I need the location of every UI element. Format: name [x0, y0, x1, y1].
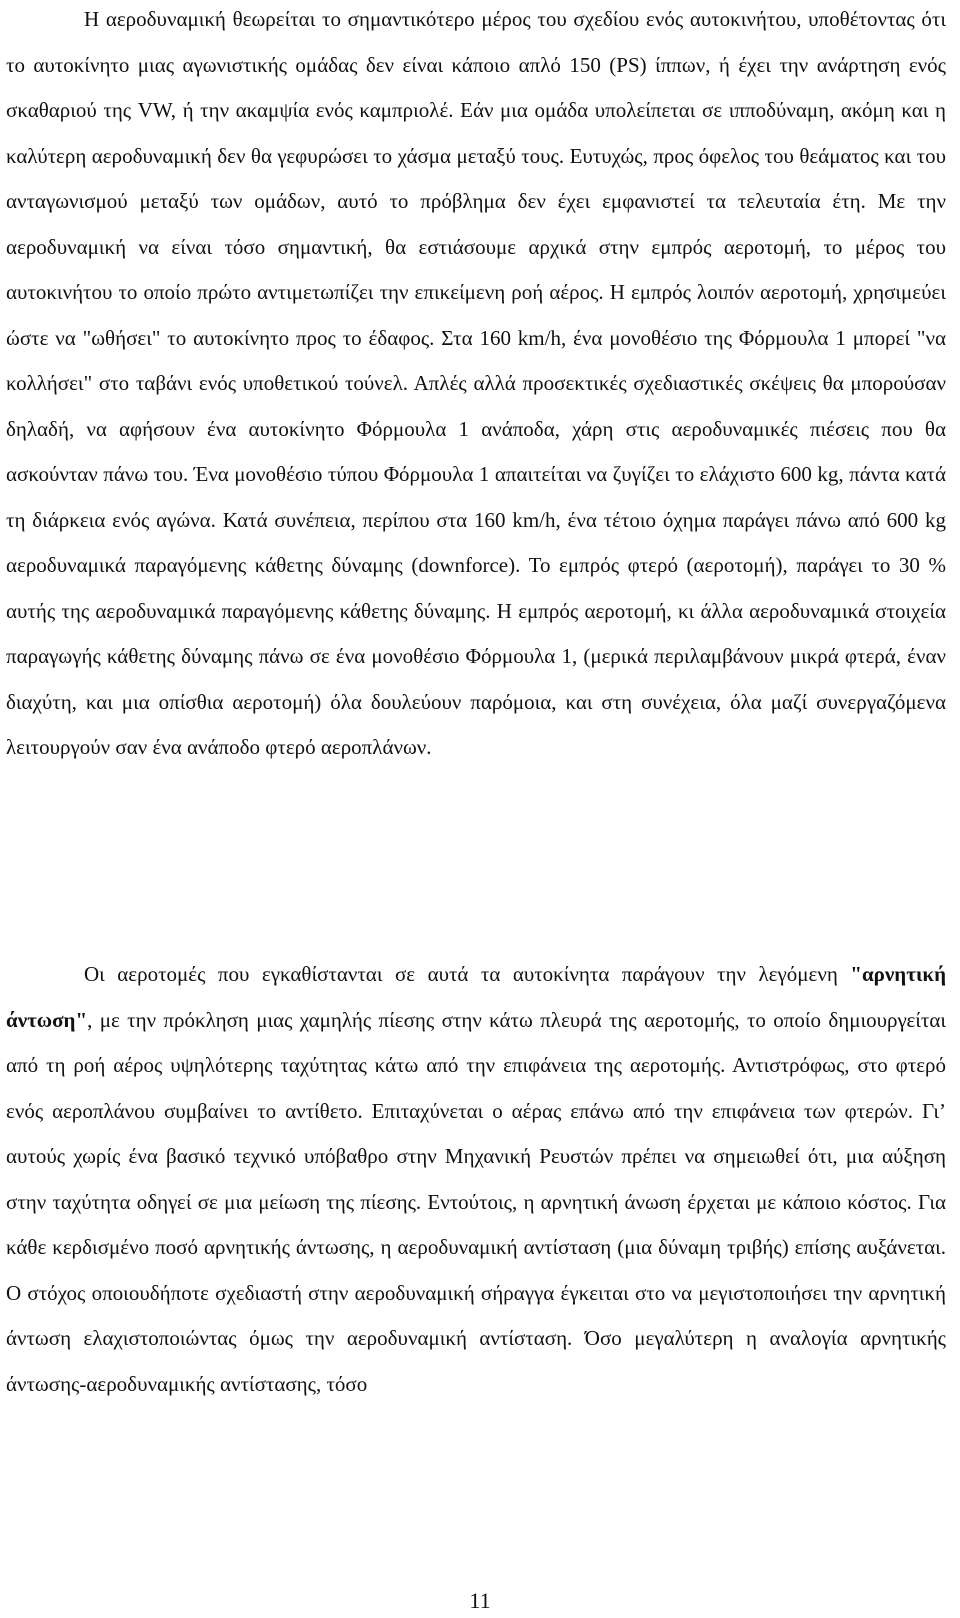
body-text-section-2	[6, 952, 946, 1407]
page-number: 11	[469, 1588, 491, 1613]
paragraph-aerodynamics-front-wing: Η αεροδυναμική θεωρείται το σημαντικότερο μέρος του σχεδίου ενός αυτοκινήτου, υποθέτοντας ότι το αυτοκίνητο μιας αγωνιστικής ομάδας δεν είναι κάποιο απλό 150 (PS) ίππων, ή έχει την ανάρτηση ενός σκαθαριού της VW, ή την ακαμψία ενός καμπριολέ. Εάν μια ομάδα υπολείπεται σε ιπποδύναμη, ακόμη και η καλύτερη αεροδυναμική δεν θα γεφυρώσει το χάσμα μεταξύ τους. Ευτυχώς, προς όφελος του θεάματος και του ανταγωνισμού μεταξύ των ομάδων, αυτό το πρόβλημα δεν έχει εμφανιστεί τα τελευταία έτη. Με την αεροδυναμική να είναι τόσο σημαντική, θα εστιάσουμε αρχικά στην εμπρός αεροτομή, το μέρος του αυτοκινήτου το οποίο πρώτο αντιμετωπίζει την επικείμενη ροή αέρος. Η εμπρός λοιπόν αεροτομή, χρησιμεύει ώστε να "ωθήσει" το αυτοκίνητο προς το έδαφος. Στα 160 km/h, ένα μονοθέσιο της Φόρμουλα 1 μπορεί "να κολλήσει" στο ταβάνι ενός υποθετικού τούνελ. Απλές αλλά προσεκτικές σχεδιαστικές σκέψεις θα μπορούσαν δηλαδή, να αφήσουν ένα αυτοκίνητο Φόρμουλα 1 ανάποδα, χάρη στις αεροδυναμικές πιέσεις που θα ασκούνταν πάνω του. Ένα μονοθέσιο τύπου Φόρμουλα 1 απαιτείται να ζυγίζει το ελάχιστο 600 kg, πάντα κατά τη διάρκεια ενός αγώνα. Κατά συνέπεια, περίπου στα 160 km/h, ένα τέτοιο όχημα παράγει πάνω από 600 kg αεροδυναμικά παραγόμενης κάθετης δύναμης (downforce). Το εμπρός φτερό (αεροτομή), παράγει το 30 % αυτής της αεροδυναμικά παραγόμενης κάθετης δύναμης. Η εμπρός αεροτομή, κι άλλα αεροδυναμικά στοιχεία παραγωγής κάθετης δύναμης πάνω σε ένα μονοθέσιο Φόρμουλα 1, (μερικά περιλαμβάνουν μικρά φτερά, έναν διαχύτη, και μια οπίσθια αεροτομή) όλα δουλεύουν παρόμοια, και στη συνέχεια, όλα μαζί συνεργαζόμενα λειτουργούν σαν ένα ανάποδο φτερό αεροπλάνων.	[6, 7, 946, 759]
negative-lift-term: "αρνητική άντωση"	[6, 962, 946, 1032]
body-text-section-1	[6, 0, 946, 771]
paragraph-negative-lift	[6, 952, 946, 1407]
paragraph-negative-lift-intro: Οι αεροτομές που εγκαθίστανται σε αυτά τα αυτοκίνητα παράγουν την λεγόμενη	[84, 962, 851, 986]
paragraph-negative-lift-body: , με την πρόκληση μιας χαμηλής πίεσης στην κάτω πλευρά της αεροτομής, το οποίο δημιουργείται από τη ροή αέρος υψηλότερης ταχύτητας κάτω από την επιφάνεια της αεροτομής. Αντιστρόφως, στο φτερό ενός αεροπλάνου συμβαίνει το αντίθετο. Επιταχύνεται ο αέρας επάνω από την επιφάνεια των φτερών. Γι’ αυτούς χωρίς ένα βασικό τεχνικό υπόβαθρο στην Μηχανική Ρευστών πρέπει να σημειωθεί ότι, μια αύξηση στην ταχύτητα οδηγεί σε μια μείωση της πίεσης. Εντούτοις, η αρνητική άνωση έρχεται με κάποιο κόστος. Για κάθε κερδισμένο ποσό αρνητικής άντωσης, η αεροδυναμική αντίσταση (μια δύναμη τριβής) επίσης αυξάνεται. Ο στόχος οποιουδήποτε σχεδιαστή στην αεροδυναμική σήραγγα έγκειται στο να μεγιστοποιήσει την αρνητική άντωση ελαχιστοποιώντας όμως την αεροδυναμική αντίσταση. Όσο μεγαλύτερη η αναλογία αρνητικής άντωσης-αεροδυναμικής αντίστασης, τόσο	[6, 1007, 946, 1396]
